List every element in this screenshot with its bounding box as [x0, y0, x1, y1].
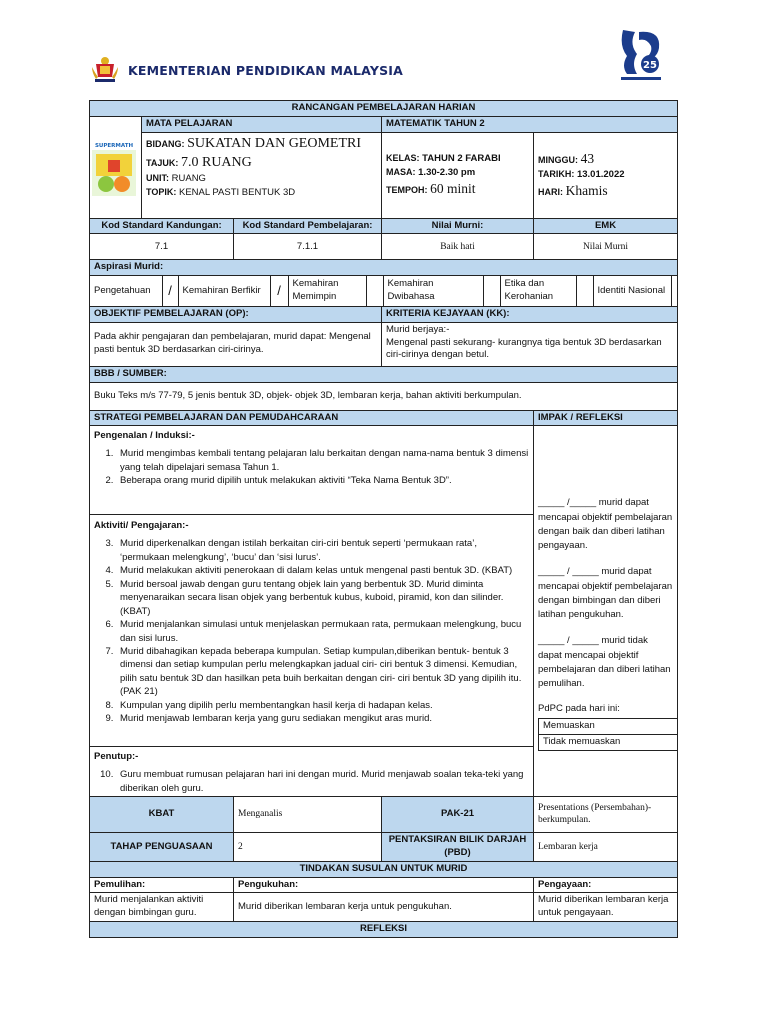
- pak21-label: PAK-21: [382, 797, 534, 833]
- bidang-value: SUKATAN DAN GEOMETRI: [187, 135, 362, 151]
- aktiviti-step-4: 4. Murid melakukan aktiviti penerokaan di dalam kelas untuk mengenal pasti bentuk 3D. (KBAT): [116, 564, 529, 577]
- kbat-label: KBAT: [90, 797, 234, 833]
- penutup-label: Penutup:-: [94, 751, 139, 763]
- bbb-label: BBB / SUMBER:: [90, 366, 678, 382]
- aspirasi-check-0: /: [162, 276, 178, 306]
- bbb-text: Buku Teks m/s 77-79, 5 jenis bentuk 3D, objek- objek 3D, lembaran kerja, bahan aktiviti berkumpulan.: [90, 382, 678, 410]
- emk-label: EMK: [534, 218, 678, 234]
- nilai-label: Nilai Murni:: [382, 218, 534, 234]
- textbook-cover-icon: [92, 138, 136, 196]
- aspirasi-box-3: [483, 276, 500, 306]
- tajuk-value: 7.0 RUANG: [180, 154, 252, 170]
- sp-value: 7.1.1: [234, 234, 382, 260]
- sk-value: 7.1: [90, 234, 234, 260]
- pdpc-table: [538, 718, 678, 751]
- unit-value: RUANG: [171, 173, 206, 185]
- ministry-name: KEMENTERIAN PENDIDIKAN MALAYSIA: [128, 62, 404, 78]
- aktiviti-step-7: 7. Murid dibahagikan kepada beberapa kumpulan. Setiap kumpulan,diberikan bentuk- bentuk 3 dimensi dan setiap kumpulan perlu melengkapkan jadual ciri- ciri bentuk 3 dimensi. Kemudian, pilih satu bentuk 3D dan hasilkan peta buih berkaitan dengan ciri- ciri bentuk 3D yang dipilih itu.(PAK 21): [116, 645, 529, 699]
- cover-title: SUPERMATH: [94, 143, 134, 150]
- impak-pengayaan: _____ /_____ murid dapat mencapai objektif pembelajaran dengan baik dan diberi latihan pengayaan.: [538, 497, 673, 552]
- topik-value: KENAL PASTI BENTUK 3D: [178, 187, 296, 199]
- pdpc-memuaskan: Memuaskan: [539, 719, 678, 735]
- emk-value: Nilai Murni: [534, 234, 678, 260]
- induksi-step-2: 2. Beberapa orang murid dipilih untuk melakukan aktiviti “Teka Nama Bentuk 3D”.: [116, 474, 529, 487]
- aspirasi-check-1: /: [270, 276, 288, 306]
- tempoh-label: TEMPOH:: [386, 184, 428, 195]
- hari-value: Khamis: [565, 183, 608, 199]
- pengukuhan-label: Pengukuhan:: [234, 877, 534, 893]
- pemulihan-text: Murid menjalankan aktiviti dengan bimbingan guru.: [90, 893, 234, 922]
- bidang-label: BIDANG:: [146, 138, 185, 149]
- aktiviti-step-9: 9. Murid menjawab lembaran kerja yang guru sediakan mengikut aras murid.: [116, 712, 529, 725]
- tahap-value: 2: [234, 833, 382, 862]
- plan-title: RANCANGAN PEMBELAJARAN HARIAN: [90, 101, 678, 117]
- aspirasi-etika-kerohanian: Etika dan Kerohanian: [500, 276, 576, 306]
- textbook-cover: [90, 116, 142, 218]
- op-text: Pada akhir pengajaran dan pembelajaran, murid dapat: Mengenal pasti bentuk 3D berdasarkan ciri-cirinya.: [90, 322, 382, 366]
- aspirasi-label: Aspirasi Murid:: [90, 260, 678, 276]
- pdpc-tidak-memuaskan: Tidak memuaskan: [539, 735, 678, 751]
- pdpc-label: PdPC pada hari ini:: [538, 703, 620, 715]
- pbd-label: PENTAKSIRAN BILIK DARJAH (PBD): [382, 833, 534, 862]
- aktiviti-step-5: 5. Murid bersoal jawab dengan guru tentang objek lain yang berbentuk 3D. Murid diminta menyenaraikan secara lisan objek yang berbentuk kubus, kuboid, piramid, kon dan silinder. (KBAT): [116, 578, 529, 618]
- unit-label: UNIT:: [146, 173, 169, 184]
- minggu-value: 43: [580, 151, 595, 166]
- op-label: OBJEKTIF PEMBELAJARAN (OP):: [90, 306, 382, 322]
- pemulihan-label: Pemulihan:: [90, 877, 234, 893]
- tarikh-value: 13.01.2022: [576, 169, 625, 181]
- induksi-label: Pengenalan / Induksi:-: [94, 430, 195, 442]
- sk-label: Kod Standard Kandungan:: [90, 218, 234, 234]
- aspirasi-pengetahuan: Pengetahuan: [90, 276, 162, 306]
- kelas-label: KELAS:: [386, 153, 420, 164]
- aktiviti-step-6: 6. Murid menjalankan simulasi untuk menjelaskan permukaan rata, permukaan melengkung, bucu dan sisi lurus.: [116, 618, 529, 645]
- kk-text: Mengenal pasti sekurang- kurangnya tiga bentuk 3D berdasarkan ciri-cirinya dengan betul.: [386, 336, 662, 361]
- kk-line1: Murid berjaya:-: [386, 323, 450, 335]
- strategi-label: STRATEGI PEMBELAJARAN DAN PEMUDAHCARAAN: [90, 410, 534, 426]
- penutup-list: [94, 768, 529, 795]
- tahap-label: TAHAP PENGUASAAN: [90, 833, 234, 862]
- subject-title: MATEMATIK TAHUN 2: [382, 116, 678, 132]
- hari-label: HARI:: [538, 187, 563, 198]
- minggu-label: MINGGU:: [538, 155, 578, 165]
- tajuk-label: TAJUK:: [146, 157, 179, 168]
- masa-label: MASA:: [386, 167, 416, 178]
- pbd-value: Lembaran kerja: [534, 833, 678, 862]
- refleksi-label: REFLEKSI: [90, 921, 678, 937]
- aspirasi-identiti-nasional: Identiti Nasional: [593, 276, 671, 306]
- kelas-value: TAHUN 2 FARABI: [422, 153, 501, 165]
- ministry-header: [90, 55, 403, 85]
- aktiviti-label: Aktiviti/ Pengajaran:-: [94, 520, 189, 532]
- pak21-value: Presentations (Persembahan)-berkumpulan.: [534, 797, 678, 833]
- sp-label: Kod Standard Pembelajaran:: [234, 218, 382, 234]
- pengayaan-text: Murid diberikan lembaran kerja untuk pengayaan.: [534, 893, 678, 922]
- aspirasi-kemahiran-berfikir: Kemahiran Berfikir: [178, 276, 270, 306]
- tindakan-label: TINDAKAN SUSULAN UNTUK MURID: [90, 861, 678, 877]
- mata-pelajaran-label: MATA PELAJARAN: [142, 116, 382, 132]
- anniversary-logo-icon: [617, 26, 665, 82]
- malaysia-crest-icon: [90, 55, 120, 85]
- kk-label: KRITERIA KEJAYAAN (KK):: [382, 306, 678, 322]
- penutup-step-10: 10. Guru membuat rumusan pelajaran hari ini dengan murid. Murid menjawab soalan teka-teki yang diberikan oleh guru.: [116, 768, 529, 795]
- nilai-value: Baik hati: [382, 234, 534, 260]
- aspirasi-box-5: [671, 276, 678, 306]
- aspirasi-box-2: [366, 276, 383, 306]
- impak-pengukuhan: _____ / _____ murid dapat mencapai objektif pembelajaran dengan bimbingan dan diberi latihan pengukuhan.: [538, 566, 673, 621]
- aspirasi-box-4: [576, 276, 593, 306]
- tempoh-value: 60 minit: [430, 180, 476, 196]
- lesson-plan-table: [89, 100, 678, 938]
- tarikh-label: TARIKH:: [538, 169, 575, 180]
- pengukuhan-text: Murid diberikan lembaran kerja untuk pengukuhan.: [234, 893, 534, 922]
- impak-pemulihan: _____ / _____ murid tidak dapat mencapai objektif pembelajaran dan diberi latihan pemulihan.: [538, 635, 671, 690]
- aktiviti-step-3: 3. Murid diperkenalkan dengan istilah berkaitan ciri-ciri bentuk seperti ‘permukaan rata’, ‘permukaan melengkung’, ‘bucu’ dan ‘sisi lurus’.: [116, 537, 529, 564]
- logo-number: 25: [643, 60, 657, 71]
- aspirasi-kemahiran-dwibahasa: Kemahiran Dwibahasa: [383, 276, 483, 306]
- impak-panel: [534, 426, 678, 797]
- aktiviti-list: [94, 537, 529, 726]
- aspirasi-kemahiran-memimpin: Kemahiran Memimpin: [288, 276, 366, 306]
- topik-label: TOPIK:: [146, 187, 177, 198]
- kbat-value: Menganalis: [234, 797, 382, 833]
- aspirasi-table: [90, 276, 678, 306]
- induksi-step-1: 1. Murid mengimbas kembali tentang pelajaran lalu berkaitan dengan nama-nama bentuk 3 dimensi yang telah dipelajari semasa Tahun 1.: [116, 447, 529, 474]
- aktiviti-step-8: 8. Kumpulan yang dipilih perlu membentangkan hasil kerja di hadapan kelas.: [116, 699, 529, 712]
- induksi-list: [94, 447, 529, 487]
- impak-label: IMPAK / REFLEKSI: [534, 410, 678, 426]
- masa-value: 1.30-2.30 pm: [418, 167, 476, 179]
- pengayaan-label: Pengayaan:: [534, 877, 678, 893]
